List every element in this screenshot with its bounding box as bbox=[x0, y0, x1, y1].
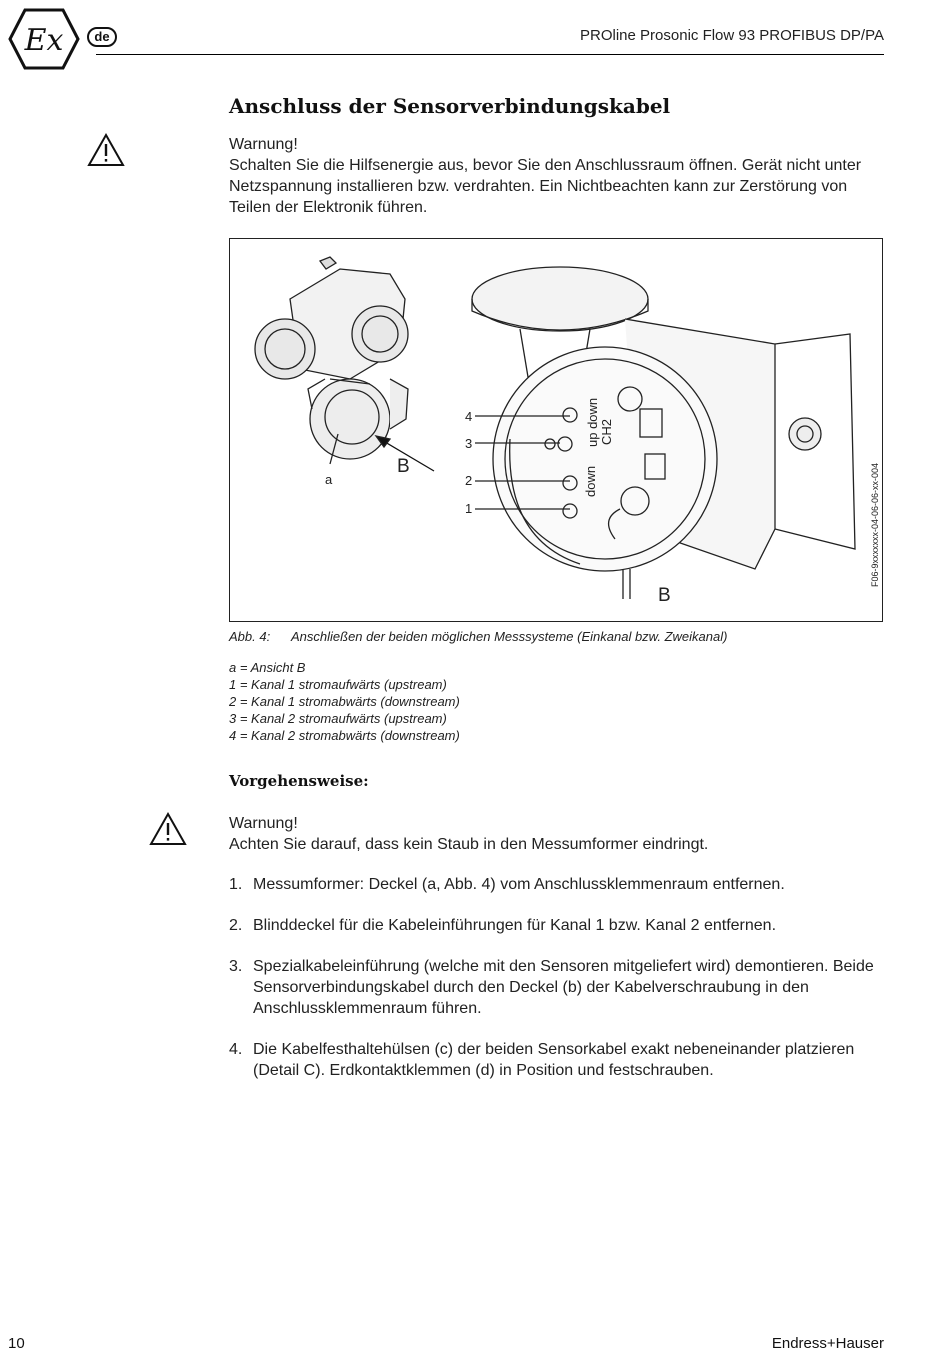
section-title: Anschluss der Sensorverbindungskabel bbox=[229, 94, 671, 118]
label-2: 2 bbox=[465, 473, 473, 488]
ex-logo-text: Ex bbox=[24, 23, 64, 58]
legend-item: 3 = Kanal 2 stromaufwärts (upstream) bbox=[229, 711, 447, 726]
warning-icon bbox=[86, 132, 126, 168]
list-item bbox=[229, 956, 889, 1019]
step-number: 4. bbox=[229, 1041, 243, 1058]
terminal-ch2: CH2 bbox=[599, 418, 614, 445]
warning-label: Warnung! bbox=[229, 136, 298, 153]
label-1: 1 bbox=[465, 501, 473, 516]
terminal-ch1-partial: down bbox=[583, 465, 598, 497]
caption-number: Abb. 4: bbox=[229, 629, 271, 644]
page-number: 10 bbox=[8, 1335, 25, 1352]
warning-block bbox=[229, 134, 889, 218]
step-text: Blinddeckel für die Kabeleinführungen für Kanal 1 bzw. Kanal 2 entfernen. bbox=[253, 917, 777, 934]
figure-id: F06-9xxxxxxx-04-06-06-xx-004 bbox=[870, 462, 880, 587]
brand-name: Endress+Hauser bbox=[771, 1335, 884, 1352]
list-item bbox=[229, 874, 889, 895]
terminal-compartment-drawing bbox=[472, 267, 855, 599]
label-a: a bbox=[325, 472, 333, 487]
procedure-warning-block bbox=[229, 813, 889, 855]
warning-label: Warnung! bbox=[229, 815, 298, 832]
label-4: 4 bbox=[465, 409, 473, 424]
step-number: 1. bbox=[229, 876, 243, 893]
figure-frame bbox=[229, 238, 883, 622]
legend-item: a = Ansicht B bbox=[229, 660, 306, 675]
procedure-steps bbox=[229, 874, 889, 1101]
warning-icon bbox=[148, 811, 188, 847]
step-number: 2. bbox=[229, 917, 243, 934]
procedure-title: Vorgehensweise: bbox=[229, 772, 369, 790]
figure-legend bbox=[229, 659, 460, 744]
ex-logo bbox=[8, 8, 80, 70]
language-badge: de bbox=[87, 27, 117, 47]
label-B-right: B bbox=[658, 585, 671, 606]
warning-text: Achten Sie darauf, dass kein Staub in den Messumformer eindringt. bbox=[229, 836, 709, 853]
list-item bbox=[229, 915, 889, 936]
legend-item: 4 = Kanal 2 stromabwärts (downstream) bbox=[229, 728, 460, 743]
step-text: Die Kabelfesthaltehülsen (c) der beiden Sensorkabel exakt nebeneinander platzieren (Detail C). Erdkontaktklemmen (d) in Position und festschrauben. bbox=[253, 1041, 855, 1079]
label-B-left: B bbox=[397, 456, 410, 477]
list-item bbox=[229, 1039, 889, 1081]
header-rule bbox=[96, 54, 884, 55]
step-text: Spezialkabeleinführung (welche mit den Sensoren mitgeliefert wird) demontieren. Beide Sensorverbindungskabel durch den Deckel (b) der Kabelverschraubung in den Anschlussklemmenraum führen. bbox=[253, 958, 874, 1017]
caption-text: Anschließen der beiden möglichen Messsysteme (Einkanal bzw. Zweikanal) bbox=[291, 629, 728, 644]
terminal-ch2-updown: up down bbox=[585, 397, 600, 447]
document-title: PROline Prosonic Flow 93 PROFIBUS DP/PA bbox=[580, 27, 884, 44]
warning-text: Schalten Sie die Hilfsenergie aus, bevor Sie den Anschlussraum öffnen. Gerät nicht unter Netzspannung installieren bzw. verdrahten. Ein Nichtbeachten kann zur Zerstörung von Teilen der Elektronik führen. bbox=[229, 157, 862, 216]
step-text: Messumformer: Deckel (a, Abb. 4) vom Anschlussklemmenraum entfernen. bbox=[253, 876, 785, 893]
connection-diagram bbox=[230, 239, 882, 621]
label-3: 3 bbox=[465, 436, 473, 451]
step-number: 3. bbox=[229, 958, 243, 975]
transmitter-housing-drawing bbox=[255, 257, 408, 459]
legend-item: 1 = Kanal 1 stromaufwärts (upstream) bbox=[229, 677, 447, 692]
legend-item: 2 = Kanal 1 stromabwärts (downstream) bbox=[229, 694, 460, 709]
figure-caption bbox=[229, 629, 727, 644]
